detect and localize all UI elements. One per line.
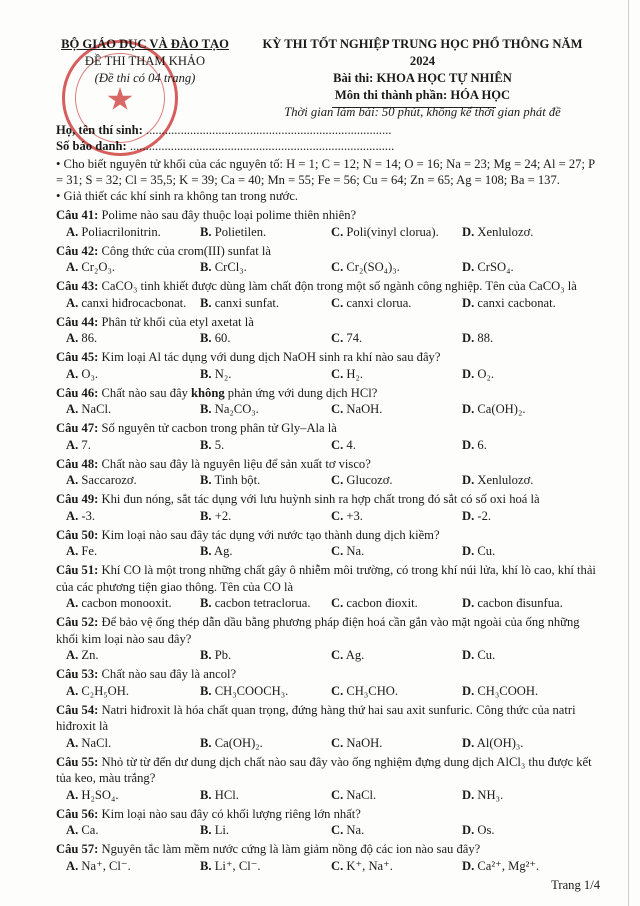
option-text: Al(OH)₃. — [476, 735, 524, 750]
option-letter: B. — [200, 402, 212, 416]
answer-option — [200, 595, 311, 612]
question-text: Phân tử khối của etyl axetat là — [98, 314, 254, 329]
option-text: Cr₂(SO₄)₃. — [346, 260, 400, 274]
exam-title: KỲ THI TỐT NGHIỆP TRUNG HỌC PHỔ THÔNG NĂM 2024 — [262, 37, 583, 68]
option-letter: A. — [66, 473, 79, 487]
question-text: Chất nào sau đây là nguyên liệu để sản xuất tơ visco? — [98, 456, 371, 471]
question — [56, 349, 601, 383]
answer-option — [462, 822, 495, 839]
answer-options — [56, 858, 601, 875]
option-letter: C. — [331, 544, 344, 558]
question — [56, 491, 601, 525]
option-text: H₂. — [346, 366, 364, 381]
option-text: Xenlulozơ. — [477, 473, 534, 487]
gas-assumption: • Giả thiết các khí sinh ra không tan trong nước. — [56, 189, 299, 203]
answer-option — [200, 366, 231, 383]
question-number: Câu 51: — [56, 563, 99, 577]
option-text: Saccarozơ. — [81, 473, 137, 487]
option-letter: D. — [462, 683, 475, 698]
option-letter: A. — [66, 260, 79, 274]
question-number: Câu 46: — [56, 385, 99, 400]
answer-options — [56, 401, 601, 418]
answer-options — [56, 259, 601, 276]
option-text: Ca(OH)₂. — [214, 735, 263, 750]
question-text: Kim loại Al tác dụng với dung dịch NaOH sinh ra khí nào sau đây? — [98, 350, 441, 364]
option-letter: B. — [200, 366, 212, 381]
option-letter: A. — [66, 402, 79, 416]
option-text: 6. — [477, 437, 487, 452]
question-text: Natri hiđroxit là hóa chất quan trọng, đứng hàng thứ hai sau axit sunfuric. Công thức của natri hiđroxit là — [56, 702, 576, 733]
option-text: Cr₂O₃. — [81, 260, 116, 274]
question — [56, 806, 601, 840]
option-text: NaOH. — [346, 402, 383, 416]
answer-option — [66, 683, 129, 700]
option-letter: D. — [462, 596, 475, 610]
answer-option — [462, 437, 487, 454]
answer-option — [462, 224, 533, 241]
option-text: cacbon đisunfua. — [477, 596, 563, 610]
option-text: Ca. — [81, 823, 99, 837]
question — [56, 666, 601, 700]
question — [56, 841, 601, 875]
page-edge — [628, 0, 629, 906]
option-text: Na⁺, Cl⁻. — [81, 858, 131, 873]
answer-option — [462, 401, 526, 418]
question-text: Nhỏ từ từ đến dư dung dịch chất nào sau đây vào ống nghiệm đựng dung dịch AlCl₃ thu được kết tủa keo, màu trắng? — [56, 754, 592, 785]
option-letter: C. — [331, 648, 344, 662]
option-text: C₂H₅OH. — [81, 683, 130, 698]
answer-options — [56, 224, 601, 241]
answer-option — [66, 366, 98, 383]
answer-option — [462, 366, 494, 383]
option-letter: A. — [66, 823, 79, 837]
time-allowed: Thời gian làm bài: 50 phút, không kể thời gian phát đề — [284, 105, 561, 119]
option-letter: A. — [66, 508, 79, 523]
option-letter: B. — [200, 787, 212, 802]
id-label: Số báo danh: — [56, 139, 127, 153]
name-label: Họ, tên thí sinh: — [56, 123, 143, 137]
option-text: HCl. — [214, 787, 239, 802]
answer-option — [66, 858, 131, 875]
answer-option — [331, 595, 418, 612]
answer-option — [462, 543, 495, 560]
option-text: 4. — [346, 437, 356, 452]
answer-option — [462, 508, 491, 525]
option-letter: D. — [462, 735, 475, 750]
answer-option — [462, 472, 533, 489]
answer-option — [331, 401, 382, 418]
answer-option — [331, 224, 439, 241]
question-text: Khí CO là một trong những chất gây ô nhiễm môi trường, có trong khí núi lửa, khí lò cao, khí thải của các phương tiện giao thông. Tên của CO là — [56, 563, 596, 594]
question-number: Câu 47: — [56, 421, 99, 435]
option-letter: C. — [331, 402, 344, 416]
option-text: -2. — [477, 508, 492, 523]
answer-option — [331, 472, 393, 489]
option-text: cacbon tetraclorua. — [214, 596, 311, 610]
option-text: canxi clorua. — [346, 295, 412, 310]
answer-options — [56, 735, 601, 752]
question-number: Câu 57: — [56, 842, 99, 856]
option-letter: D. — [462, 858, 475, 873]
answer-option — [331, 858, 393, 875]
answer-option — [200, 401, 259, 418]
answer-option — [462, 787, 503, 804]
option-text: CH₃CHO. — [346, 683, 399, 698]
question-number: Câu 53: — [56, 667, 99, 681]
option-letter: A. — [66, 437, 79, 452]
option-text: Na. — [346, 823, 365, 837]
option-text: canxi hiđrocacbonat. — [81, 295, 187, 310]
question — [56, 614, 601, 664]
option-letter: D. — [462, 544, 475, 558]
question — [56, 314, 601, 348]
header-divider — [332, 107, 496, 108]
option-text: canxi sunfat. — [214, 295, 280, 310]
option-text: NaCl. — [81, 402, 112, 416]
option-letter: B. — [200, 437, 212, 452]
option-text: CrCl₃. — [214, 260, 247, 274]
option-letter: B. — [200, 683, 212, 698]
answer-option — [66, 595, 172, 612]
question-number: Câu 44: — [56, 314, 99, 329]
question-number: Câu 55: — [56, 754, 99, 769]
option-text: CH₃COOCH₃. — [214, 683, 289, 698]
option-text: cacbon monooxit. — [81, 596, 172, 610]
answer-options — [56, 366, 601, 383]
question-text: Chất nào sau đây — [98, 385, 192, 400]
option-text: Xenlulozơ. — [477, 224, 534, 239]
answer-option — [462, 735, 523, 752]
header-left — [50, 36, 240, 87]
option-text: +2. — [214, 508, 232, 523]
answer-option — [200, 472, 260, 489]
question — [56, 207, 601, 241]
option-text: 60. — [214, 331, 231, 345]
option-text: -3. — [81, 508, 96, 523]
answer-option — [462, 683, 538, 700]
pages-note: (Đề thi có 04 trang) — [94, 71, 196, 85]
option-letter: D. — [462, 366, 475, 381]
answer-options — [56, 330, 601, 347]
option-letter: C. — [331, 683, 344, 698]
answer-option — [66, 295, 186, 312]
answer-option — [331, 259, 400, 276]
question — [56, 562, 601, 612]
option-letter: B. — [200, 544, 212, 558]
option-text: Fe. — [81, 544, 98, 558]
question-text: Công thức của crom(III) sunfat là — [98, 243, 271, 258]
question-number: Câu 52: — [56, 615, 99, 629]
id-field[interactable]: .................................................................................... — [129, 139, 395, 153]
answer-option — [462, 858, 539, 875]
option-text: Glucozơ. — [346, 473, 393, 487]
option-text: +3. — [346, 508, 363, 523]
option-text: NaOH. — [346, 735, 383, 750]
candidate-fields — [56, 122, 394, 154]
answer-option — [331, 822, 364, 839]
option-letter: D. — [462, 787, 475, 802]
answer-option — [331, 330, 362, 347]
answer-option — [462, 259, 514, 276]
answer-option — [200, 858, 261, 875]
answer-option — [331, 366, 363, 383]
option-letter: D. — [462, 473, 475, 487]
option-letter: D. — [462, 295, 475, 310]
option-letter: B. — [200, 823, 212, 837]
answer-option — [66, 647, 99, 664]
option-letter: A. — [66, 787, 79, 802]
answer-option — [200, 543, 233, 560]
option-text: Ca(OH)₂. — [477, 402, 526, 416]
option-letter: D. — [462, 648, 475, 662]
answer-option — [66, 259, 115, 276]
question — [56, 456, 601, 490]
answer-option — [462, 295, 556, 312]
answer-option — [462, 330, 493, 347]
option-letter: A. — [66, 735, 79, 750]
option-letter: D. — [462, 224, 475, 239]
option-text: Poliacrilonitrin. — [81, 224, 161, 239]
answer-option — [331, 735, 382, 752]
option-letter: B. — [200, 331, 212, 345]
atomic-masses: • Cho biết nguyên tử khối của các nguyên tố: H = 1; C = 12; N = 14; O = 16; Na = 23; Mg = 24; Al = 27; P = 31; S = 32; Cl = 35,5; K = 39; Ca = 40; Mn = 55; Fe = 56; Cu = 64; Zn = 65; Ag = 108; Ba = 137. — [56, 157, 595, 187]
option-text: NH₃. — [477, 787, 504, 802]
name-field[interactable]: .............................................................................. — [145, 123, 392, 137]
subject: Môn thi thành phần: HÓA HỌC — [334, 88, 511, 102]
option-letter: D. — [462, 823, 475, 837]
answer-option — [66, 822, 99, 839]
exam-type: ĐỀ THI THAM KHẢO — [84, 54, 206, 68]
option-text: Ag. — [345, 648, 365, 662]
answer-options — [56, 508, 601, 525]
answer-option — [66, 543, 97, 560]
answer-option — [331, 683, 398, 700]
option-text: Poli(vinyl clorua). — [346, 224, 439, 239]
question-text: Kim loại nào sau đây có khối lượng riêng lớn nhất? — [98, 806, 361, 821]
option-letter: C. — [331, 224, 344, 239]
answer-option — [331, 437, 356, 454]
answer-option — [331, 508, 363, 525]
question — [56, 243, 601, 277]
answer-options — [56, 543, 601, 560]
option-text: Os. — [477, 823, 495, 837]
option-letter: C. — [331, 508, 344, 523]
answer-options — [56, 647, 601, 664]
option-letter: B. — [200, 596, 212, 610]
option-letter: C. — [331, 260, 344, 274]
option-text: Cu. — [477, 544, 496, 558]
question-number: Câu 49: — [56, 492, 99, 506]
question-text: Số nguyên tử cacbon trong phân tử Gly–Ala là — [98, 421, 337, 435]
option-letter: B. — [200, 224, 212, 239]
option-letter: A. — [66, 858, 79, 873]
option-letter: C. — [331, 295, 344, 310]
option-text: CrSO₄. — [477, 260, 514, 274]
option-letter: B. — [200, 648, 212, 662]
answer-options — [56, 437, 601, 454]
option-letter: B. — [200, 735, 212, 750]
option-letter: D. — [462, 331, 475, 345]
answer-option — [66, 330, 97, 347]
option-text: H₂SO₄. — [81, 787, 119, 802]
answer-option — [66, 472, 137, 489]
question — [56, 420, 601, 454]
question-number: Câu 56: — [56, 806, 99, 821]
option-letter: B. — [200, 473, 212, 487]
answer-option — [66, 401, 111, 418]
option-text: Tinh bột. — [214, 473, 261, 487]
question — [56, 702, 601, 752]
question — [56, 527, 601, 561]
question-text: CaCO₃ tinh khiết được dùng làm chất độn trong một số ngành công nghiệp. Tên của CaCO₃ là — [98, 279, 577, 293]
answer-option — [66, 224, 161, 241]
answer-option — [200, 224, 266, 241]
answer-option — [66, 508, 95, 525]
question-text: Khi đun nóng, sắt tác dụng với lưu huỳnh sinh ra hợp chất trong đó sắt có số oxi hoá là — [98, 492, 540, 506]
option-text: Zn. — [81, 648, 99, 662]
question-number: Câu 50: — [56, 527, 99, 542]
answer-option — [66, 437, 91, 454]
option-text: 86. — [81, 331, 98, 345]
question-text: Chất nào sau đây là ancol? — [98, 667, 237, 681]
answer-option — [200, 735, 263, 752]
question-text: Nguyên tắc làm mềm nước cứng là làm giảm nồng độ các ion nào sau đây? — [98, 842, 481, 856]
option-letter: A. — [66, 224, 79, 239]
option-text: K⁺, Na⁺. — [346, 858, 393, 873]
answer-option — [66, 735, 111, 752]
option-letter: C. — [331, 787, 344, 802]
option-letter: A. — [66, 295, 79, 310]
option-letter: D. — [462, 508, 475, 523]
answer-options — [56, 595, 601, 612]
option-letter: A. — [66, 683, 79, 698]
answer-option — [331, 787, 376, 804]
option-text: NaCl. — [346, 787, 377, 802]
option-letter: B. — [200, 295, 212, 310]
option-letter: B. — [200, 858, 212, 873]
question-list — [56, 207, 601, 877]
question-number: Câu 45: — [56, 350, 99, 364]
question — [56, 385, 601, 419]
answer-option — [331, 647, 364, 664]
option-text: Ag. — [214, 544, 233, 558]
option-text: CH₃COOH. — [477, 683, 539, 698]
option-letter: C. — [331, 823, 344, 837]
question-text-after: phản ứng với dung dịch HCl? — [224, 385, 378, 400]
option-text: 7. — [81, 437, 91, 452]
subject-group: Bài thi: KHOA HỌC TỰ NHIÊN — [333, 71, 512, 85]
option-letter: C. — [331, 473, 344, 487]
answer-options — [56, 683, 601, 700]
answer-option — [200, 647, 231, 664]
option-text: canxi cacbonat. — [477, 295, 556, 310]
answer-option — [331, 295, 411, 312]
option-letter: A. — [66, 366, 79, 381]
option-letter: A. — [66, 596, 79, 610]
option-text: Ca²⁺, Mg²⁺. — [477, 858, 540, 873]
option-text: Na. — [346, 544, 365, 558]
option-letter: C. — [331, 735, 344, 750]
header-right — [250, 36, 595, 121]
answer-options — [56, 787, 601, 804]
option-text: cacbon đioxit. — [346, 596, 418, 610]
option-text: 74. — [346, 331, 363, 345]
option-letter: C. — [331, 366, 344, 381]
answer-options — [56, 822, 601, 839]
answer-option — [200, 822, 229, 839]
question-emphasis: không — [191, 385, 225, 400]
option-letter: C. — [331, 596, 344, 610]
option-text: 88. — [477, 331, 494, 345]
option-text: Na₂CO₃. — [214, 402, 259, 416]
answer-option — [200, 330, 230, 347]
option-letter: A. — [66, 544, 79, 558]
page-number: Trang 1/4 — [551, 878, 600, 892]
question — [56, 754, 601, 804]
answer-option — [462, 647, 495, 664]
question-number: Câu 42: — [56, 243, 99, 258]
answer-option — [200, 508, 231, 525]
answer-option — [200, 683, 288, 700]
option-text: 5. — [214, 437, 225, 452]
question-text: Polime nào sau đây thuộc loại polime thiên nhiên? — [98, 208, 357, 222]
option-text: Pb. — [214, 648, 232, 662]
option-letter: B. — [200, 508, 212, 523]
answer-option — [200, 295, 279, 312]
answer-option — [66, 787, 119, 804]
option-text: O₂. — [477, 366, 495, 381]
question-text: Để bảo vệ ống thép dẫn dầu bằng phương pháp điện hoá cần gắn vào mặt ngoài của ống những khối kim loại nào sau đây? — [56, 615, 580, 646]
star-icon — [107, 87, 133, 112]
option-letter: A. — [66, 331, 79, 345]
answer-options — [56, 472, 601, 489]
answer-option — [462, 595, 563, 612]
option-letter: A. — [66, 648, 79, 662]
question-text: Kim loại nào sau đây tác dụng với nước tạo thành dung dịch kiềm? — [98, 527, 440, 542]
question-number: Câu 43: — [56, 279, 99, 293]
question — [56, 278, 601, 312]
question-number: Câu 54: — [56, 702, 99, 717]
option-text: NaCl. — [81, 735, 112, 750]
option-text: Polietilen. — [214, 224, 267, 239]
answer-option — [200, 437, 224, 454]
exam-info — [56, 156, 601, 204]
answer-option — [200, 787, 239, 804]
option-text: Li⁺, Cl⁻. — [214, 858, 261, 873]
question-number: Câu 41: — [56, 208, 99, 222]
option-letter: B. — [200, 260, 212, 274]
option-letter: D. — [462, 437, 475, 452]
option-letter: C. — [331, 858, 344, 873]
ministry-name: BỘ GIÁO DỤC VÀ ĐÀO TẠO — [61, 37, 229, 51]
answer-option — [200, 259, 247, 276]
option-text: O₃. — [81, 366, 99, 381]
answer-options — [56, 295, 601, 312]
answer-option — [331, 543, 364, 560]
question-number: Câu 48: — [56, 456, 99, 471]
option-text: Li. — [214, 823, 230, 837]
option-letter: C. — [331, 437, 344, 452]
option-letter: D. — [462, 260, 475, 274]
option-letter: C. — [331, 331, 344, 345]
option-letter: D. — [462, 402, 475, 416]
option-text: Cu. — [477, 648, 496, 662]
option-text: N₂. — [214, 366, 232, 381]
